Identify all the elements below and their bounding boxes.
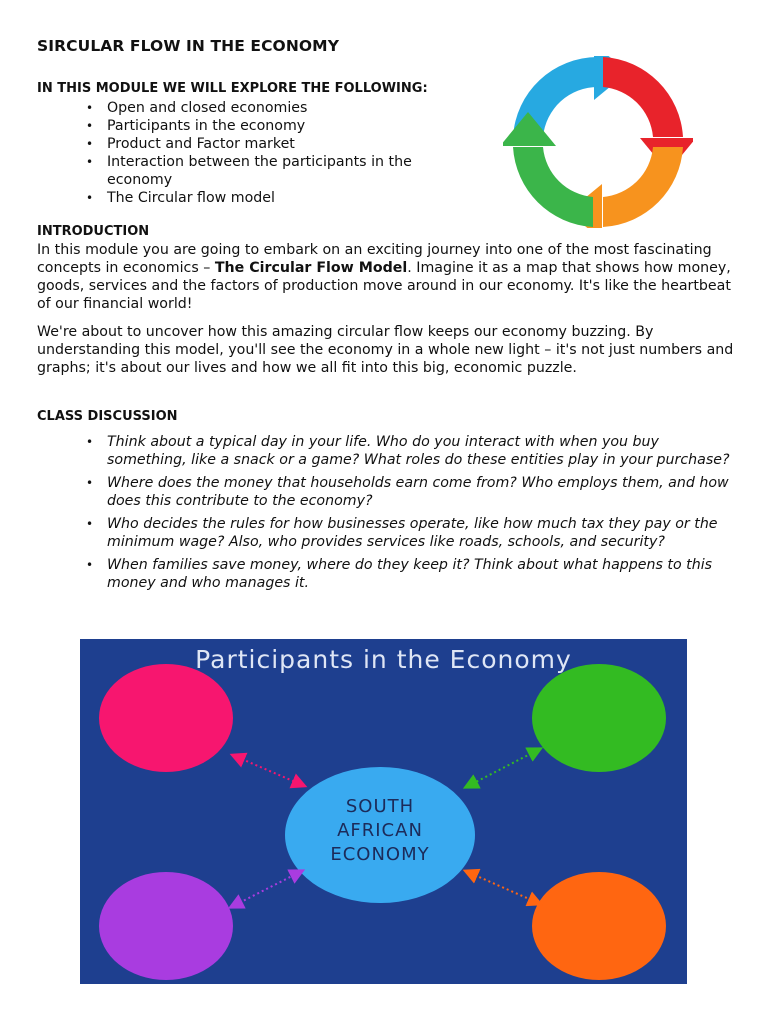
- discussion-item: • Where does the money that households earn come from? Who employs them, and how does this contribute to the economy?: [86, 474, 736, 510]
- class-discussion-heading: CLASS DISCUSSION: [37, 409, 178, 424]
- participants-diagram: [80, 639, 687, 984]
- cycle-arrow-orange: [603, 147, 683, 227]
- connector-arrow-top-left: [237, 757, 300, 784]
- discussion-item: • Think about a typical day in your life. Who do you interact with when you buy something, like a snack or a game? What roles do these entities play in your purchase?: [86, 433, 736, 469]
- connector-arrow-bottom-right: [470, 873, 536, 902]
- center-label-line: SOUTH: [345, 796, 415, 817]
- list-item: • Product and Factor market: [86, 135, 446, 153]
- center-label-line: AFRICAN: [337, 820, 423, 841]
- list-item: • Participants in the economy: [86, 117, 446, 135]
- discussion-item: • Who decides the rules for how businesses operate, like how much tax they pay or the minimum wage? Also, who provides services like roads, schools, and security?: [86, 515, 736, 551]
- list-item: • The Circular flow model: [86, 189, 446, 207]
- diagram-title: Participants in the Economy: [195, 645, 572, 674]
- introduction-heading: INTRODUCTION: [37, 224, 150, 239]
- connector-arrow-top-right: [470, 751, 536, 785]
- circular-flow-icon: [503, 56, 693, 228]
- intro-paragraph-2: We're about to uncover how this amazing circular flow keeps our economy buzzing. By understanding this model, you'll see the economy in a whole new light – it's not just numbers and graphs; it's about our lives and how we all fit into this big, economic puzzle.: [37, 324, 734, 376]
- circular-flow-model-emphasis: The Circular Flow Model: [214, 260, 408, 276]
- discussion-list: [86, 433, 736, 597]
- participant-circle-top-left: [99, 664, 233, 772]
- center-label-line: ECONOMY: [330, 844, 430, 865]
- participant-circle-bottom-right: [532, 872, 666, 980]
- list-item: • Interaction between the participants in the economy: [86, 153, 446, 189]
- discussion-item: • When families save money, where do they keep it? Think about what happens to this money and who manages it.: [86, 556, 736, 592]
- participant-circle-top-right: [532, 664, 666, 772]
- page-title: SIRCULAR FLOW IN THE ECONOMY: [37, 37, 340, 55]
- center-label: [285, 795, 475, 867]
- module-heading: IN THIS MODULE WE WILL EXPLORE THE FOLLOWING:: [37, 81, 428, 96]
- list-item: • Open and closed economies: [86, 99, 446, 117]
- cycle-arrow-green: [513, 147, 593, 227]
- module-list: [86, 99, 446, 207]
- connector-arrow-bottom-left: [235, 873, 298, 905]
- cycle-arrow-red: [603, 57, 683, 137]
- participant-circle-bottom-left: [99, 872, 233, 980]
- intro-paragraph-1: In this module you are going to embark on an exciting journey into one of the most fascinating concepts in economics – The Circular Flow Model. Imagine it as a map that shows how money, goods, services and the factors of production move around in our economy. It's like the heartbeat of our financial world!: [37, 242, 731, 312]
